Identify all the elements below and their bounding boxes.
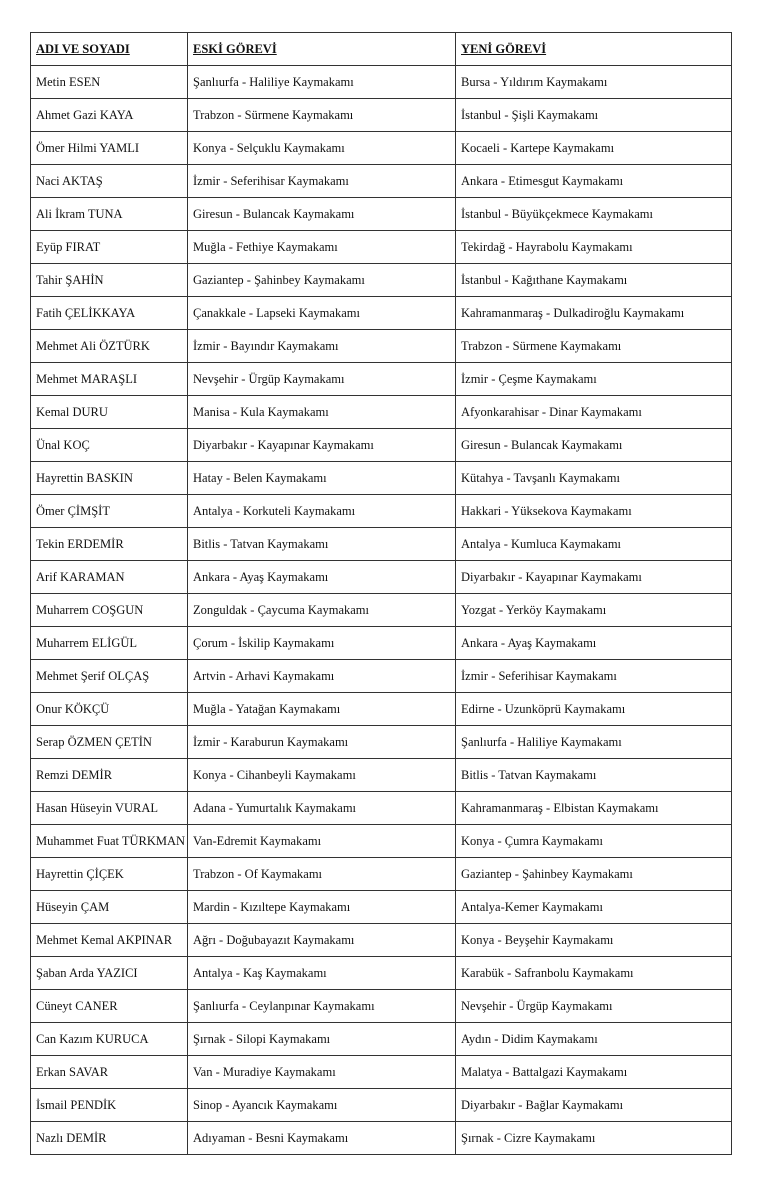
cell-old-post: Şırnak - Silopi Kaymakamı — [188, 1023, 456, 1056]
table-row — [31, 1056, 732, 1089]
cell-name: Ali İkram TUNA — [31, 198, 188, 231]
table-row — [31, 1023, 732, 1056]
table-row — [31, 462, 732, 495]
cell-old-post: Çanakkale - Lapseki Kaymakamı — [188, 297, 456, 330]
header-new-post: YENİ GÖREVİ — [456, 33, 732, 66]
cell-new-post: Malatya - Battalgazi Kaymakamı — [456, 1056, 732, 1089]
cell-old-post: Sinop - Ayancık Kaymakamı — [188, 1089, 456, 1122]
table-row — [31, 66, 732, 99]
table-row — [31, 726, 732, 759]
cell-old-post: Giresun - Bulancak Kaymakamı — [188, 198, 456, 231]
table-header-row — [31, 33, 732, 66]
cell-new-post: Aydın - Didim Kaymakamı — [456, 1023, 732, 1056]
table-row — [31, 198, 732, 231]
cell-old-post: Zonguldak - Çaycuma Kaymakamı — [188, 594, 456, 627]
cell-name: Mehmet MARAŞLI — [31, 363, 188, 396]
cell-old-post: Şanlıurfa - Ceylanpınar Kaymakamı — [188, 990, 456, 1023]
cell-old-post: Trabzon - Sürmene Kaymakamı — [188, 99, 456, 132]
cell-old-post: Muğla - Fethiye Kaymakamı — [188, 231, 456, 264]
cell-name: Eyüp FIRAT — [31, 231, 188, 264]
table-row — [31, 231, 732, 264]
cell-new-post: Edirne - Uzunköprü Kaymakamı — [456, 693, 732, 726]
cell-name: İsmail PENDİK — [31, 1089, 188, 1122]
cell-name: Muharrem ELİGÜL — [31, 627, 188, 660]
cell-old-post: Adıyaman - Besni Kaymakamı — [188, 1122, 456, 1155]
cell-new-post: Şırnak - Cizre Kaymakamı — [456, 1122, 732, 1155]
cell-name: Arif KARAMAN — [31, 561, 188, 594]
cell-new-post: Kahramanmaraş - Dulkadiroğlu Kaymakamı — [456, 297, 732, 330]
cell-new-post: İzmir - Seferihisar Kaymakamı — [456, 660, 732, 693]
table-row — [31, 330, 732, 363]
table-row — [31, 165, 732, 198]
cell-new-post: Kahramanmaraş - Elbistan Kaymakamı — [456, 792, 732, 825]
cell-new-post: Konya - Beyşehir Kaymakamı — [456, 924, 732, 957]
cell-name: Serap ÖZMEN ÇETİN — [31, 726, 188, 759]
cell-old-post: Antalya - Korkuteli Kaymakamı — [188, 495, 456, 528]
cell-name: Şaban Arda YAZICI — [31, 957, 188, 990]
cell-name: Remzi DEMİR — [31, 759, 188, 792]
cell-name: Hüseyin ÇAM — [31, 891, 188, 924]
cell-old-post: İzmir - Bayındır Kaymakamı — [188, 330, 456, 363]
cell-name: Hayrettin ÇİÇEK — [31, 858, 188, 891]
cell-new-post: İstanbul - Büyükçekmece Kaymakamı — [456, 198, 732, 231]
cell-name: Ahmet Gazi KAYA — [31, 99, 188, 132]
cell-new-post: Gaziantep - Şahinbey Kaymakamı — [456, 858, 732, 891]
header-old-post: ESKİ GÖREVİ — [188, 33, 456, 66]
cell-new-post: Yozgat - Yerköy Kaymakamı — [456, 594, 732, 627]
cell-new-post: Antalya-Kemer Kaymakamı — [456, 891, 732, 924]
cell-name: Hasan Hüseyin VURAL — [31, 792, 188, 825]
cell-name: Hayrettin BASKIN — [31, 462, 188, 495]
cell-new-post: İstanbul - Kağıthane Kaymakamı — [456, 264, 732, 297]
cell-new-post: İzmir - Çeşme Kaymakamı — [456, 363, 732, 396]
cell-name: Can Kazım KURUCA — [31, 1023, 188, 1056]
cell-name: Ömer ÇİMŞİT — [31, 495, 188, 528]
cell-new-post: Ankara - Etimesgut Kaymakamı — [456, 165, 732, 198]
cell-new-post: Şanlıurfa - Haliliye Kaymakamı — [456, 726, 732, 759]
cell-old-post: Gaziantep - Şahinbey Kaymakamı — [188, 264, 456, 297]
table-row — [31, 1089, 732, 1122]
cell-name: Erkan SAVAR — [31, 1056, 188, 1089]
appointments-table — [30, 32, 732, 1155]
header-name: ADI VE SOYADI — [31, 33, 188, 66]
table-row — [31, 891, 732, 924]
table-row — [31, 396, 732, 429]
table-row — [31, 99, 732, 132]
table-row — [31, 924, 732, 957]
cell-old-post: İzmir - Seferihisar Kaymakamı — [188, 165, 456, 198]
cell-old-post: Diyarbakır - Kayapınar Kaymakamı — [188, 429, 456, 462]
table-row — [31, 792, 732, 825]
table-row — [31, 363, 732, 396]
cell-new-post: Trabzon - Sürmene Kaymakamı — [456, 330, 732, 363]
cell-old-post: Van-Edremit Kaymakamı — [188, 825, 456, 858]
cell-new-post: Bitlis - Tatvan Kaymakamı — [456, 759, 732, 792]
table-row — [31, 957, 732, 990]
cell-name: Onur KÖKÇÜ — [31, 693, 188, 726]
cell-name: Mehmet Ali ÖZTÜRK — [31, 330, 188, 363]
cell-old-post: Şanlıurfa - Haliliye Kaymakamı — [188, 66, 456, 99]
table-row — [31, 264, 732, 297]
cell-new-post: Diyarbakır - Kayapınar Kaymakamı — [456, 561, 732, 594]
cell-name: Tahir ŞAHİN — [31, 264, 188, 297]
cell-old-post: Adana - Yumurtalık Kaymakamı — [188, 792, 456, 825]
cell-name: Muharrem COŞGUN — [31, 594, 188, 627]
table-row — [31, 825, 732, 858]
cell-old-post: Manisa - Kula Kaymakamı — [188, 396, 456, 429]
cell-name: Kemal DURU — [31, 396, 188, 429]
cell-name: Naci AKTAŞ — [31, 165, 188, 198]
cell-new-post: Bursa - Yıldırım Kaymakamı — [456, 66, 732, 99]
cell-new-post: Hakkari - Yüksekova Kaymakamı — [456, 495, 732, 528]
cell-old-post: Van - Muradiye Kaymakamı — [188, 1056, 456, 1089]
cell-old-post: Muğla - Yatağan Kaymakamı — [188, 693, 456, 726]
table-row — [31, 297, 732, 330]
cell-new-post: Giresun - Bulancak Kaymakamı — [456, 429, 732, 462]
cell-old-post: Trabzon - Of Kaymakamı — [188, 858, 456, 891]
table-row — [31, 528, 732, 561]
table-body — [31, 66, 732, 1155]
cell-old-post: Konya - Selçuklu Kaymakamı — [188, 132, 456, 165]
cell-name: Ünal KOÇ — [31, 429, 188, 462]
cell-name: Tekin ERDEMİR — [31, 528, 188, 561]
cell-name: Muhammet Fuat TÜRKMAN — [31, 825, 188, 858]
table-row — [31, 561, 732, 594]
cell-name: Fatih ÇELİKKAYA — [31, 297, 188, 330]
cell-old-post: Ağrı - Doğubayazıt Kaymakamı — [188, 924, 456, 957]
cell-old-post: Mardin - Kızıltepe Kaymakamı — [188, 891, 456, 924]
cell-name: Metin ESEN — [31, 66, 188, 99]
cell-old-post: Çorum - İskilip Kaymakamı — [188, 627, 456, 660]
table-row — [31, 759, 732, 792]
cell-new-post: Kütahya - Tavşanlı Kaymakamı — [456, 462, 732, 495]
table-row — [31, 990, 732, 1023]
cell-name: Mehmet Şerif OLÇAŞ — [31, 660, 188, 693]
table-row — [31, 858, 732, 891]
table-row — [31, 627, 732, 660]
cell-old-post: İzmir - Karaburun Kaymakamı — [188, 726, 456, 759]
table-row — [31, 1122, 732, 1155]
cell-new-post: Karabük - Safranbolu Kaymakamı — [456, 957, 732, 990]
cell-old-post: Hatay - Belen Kaymakamı — [188, 462, 456, 495]
cell-name: Cüneyt CANER — [31, 990, 188, 1023]
cell-new-post: Ankara - Ayaş Kaymakamı — [456, 627, 732, 660]
table-row — [31, 693, 732, 726]
table-row — [31, 429, 732, 462]
cell-new-post: Kocaeli - Kartepe Kaymakamı — [456, 132, 732, 165]
cell-new-post: Nevşehir - Ürgüp Kaymakamı — [456, 990, 732, 1023]
cell-name: Ömer Hilmi YAMLI — [31, 132, 188, 165]
table-row — [31, 132, 732, 165]
cell-new-post: Tekirdağ - Hayrabolu Kaymakamı — [456, 231, 732, 264]
cell-new-post: Konya - Çumra Kaymakamı — [456, 825, 732, 858]
cell-old-post: Konya - Cihanbeyli Kaymakamı — [188, 759, 456, 792]
cell-new-post: İstanbul - Şişli Kaymakamı — [456, 99, 732, 132]
table-row — [31, 660, 732, 693]
cell-new-post: Antalya - Kumluca Kaymakamı — [456, 528, 732, 561]
cell-old-post: Bitlis - Tatvan Kaymakamı — [188, 528, 456, 561]
table-row — [31, 594, 732, 627]
cell-new-post: Afyonkarahisar - Dinar Kaymakamı — [456, 396, 732, 429]
cell-name: Nazlı DEMİR — [31, 1122, 188, 1155]
cell-old-post: Antalya - Kaş Kaymakamı — [188, 957, 456, 990]
cell-old-post: Ankara - Ayaş Kaymakamı — [188, 561, 456, 594]
cell-old-post: Artvin - Arhavi Kaymakamı — [188, 660, 456, 693]
table-row — [31, 495, 732, 528]
cell-old-post: Nevşehir - Ürgüp Kaymakamı — [188, 363, 456, 396]
cell-name: Mehmet Kemal AKPINAR — [31, 924, 188, 957]
cell-new-post: Diyarbakır - Bağlar Kaymakamı — [456, 1089, 732, 1122]
